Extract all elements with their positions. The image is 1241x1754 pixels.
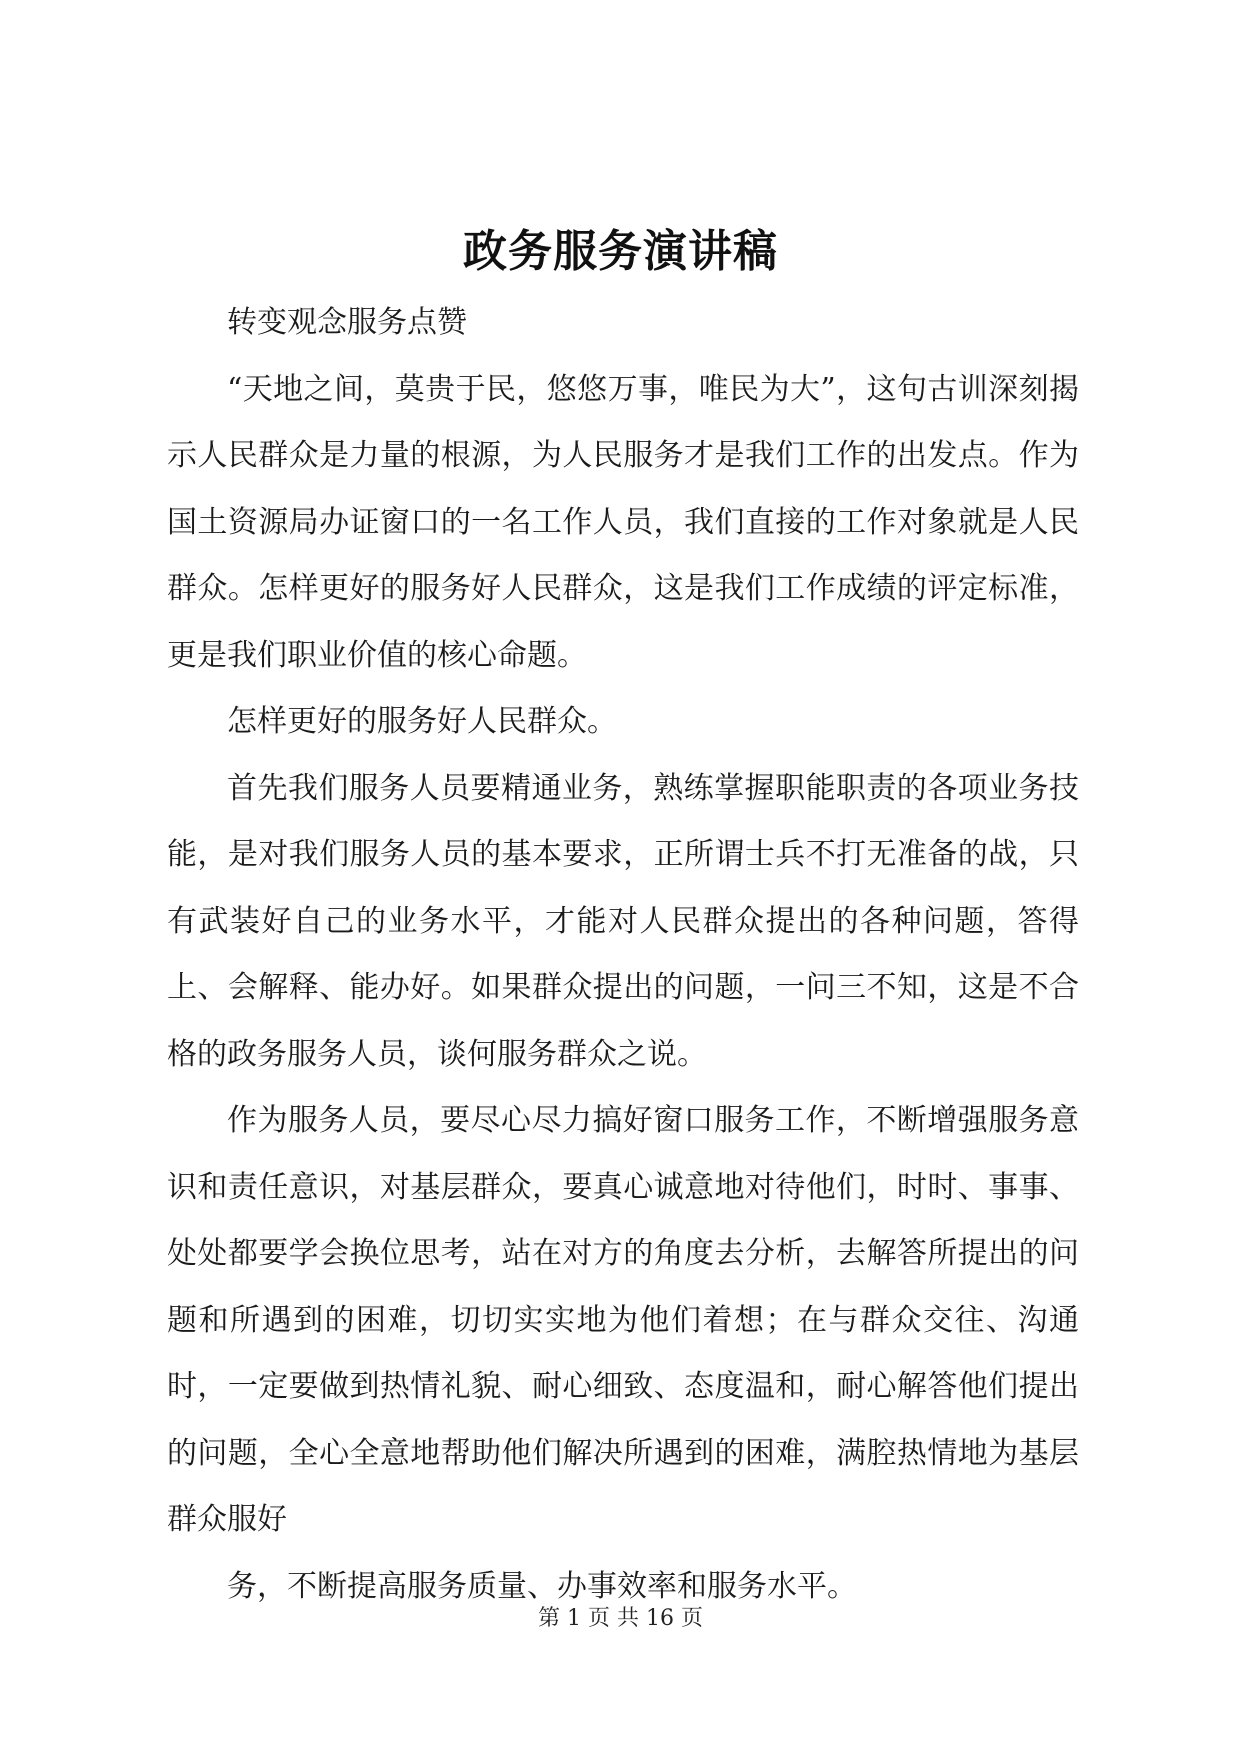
page-number: 第 1 页 共 16 页 xyxy=(538,1606,703,1631)
document-body xyxy=(167,290,1079,1620)
paragraph-quote: “天地之间，莫贵于民，悠悠万事，唯民为大”，这句古训深刻揭示人民群众是力量的根源，为人民服务才是我们工作的出发点。作为国土资源局办证窗口的一名工作人员，我们直接的工作对象就是人民群众。怎样更好的服务好人民群众，这是我们工作成绩的评定标准，更是我们职业价值的核心命题。 xyxy=(167,371,1079,673)
paragraph-subtitle: 转变观念服务点赞 xyxy=(227,305,467,340)
paragraph-service-quality: 务，不断提高服务质量、办事效率和服务水平。 xyxy=(227,1568,857,1604)
paragraph-question: 怎样更好的服务好人民群众。 xyxy=(227,704,617,739)
paragraph-service-attitude: 作为服务人员，要尽心尽力搞好窗口服务工作，不断增强服务意识和责任意识，对基层群众，要真心诚意地对待他们，时时、事事、处处都要学会换位思考，站在对方的角度去分析，去解答所提出的问题和所遇到的困难，切切实实地为他们着想；在与群众交往、沟通时，一定要做到热情礼貌、耐心细致、态度温和，耐心解答他们提出的问题，全心全意地帮助他们解决所遇到的困难，满腔热情地为基层群众服好 xyxy=(167,1103,1079,1537)
paragraph-business-skills: 首先我们服务人员要精通业务，熟练掌握职能职责的各项业务技能，是对我们服务人员的基本要求，正所谓士兵不打无准备的战，只有武装好自己的业务水平，才能对人民群众提出的各种问题，答得上、会解释、能办好。如果群众提出的问题，一问三不知，这是不合格的政务服务人员，谈何服务群众之说。 xyxy=(167,770,1079,1072)
document-title: 政务服务演讲稿 xyxy=(463,226,778,277)
